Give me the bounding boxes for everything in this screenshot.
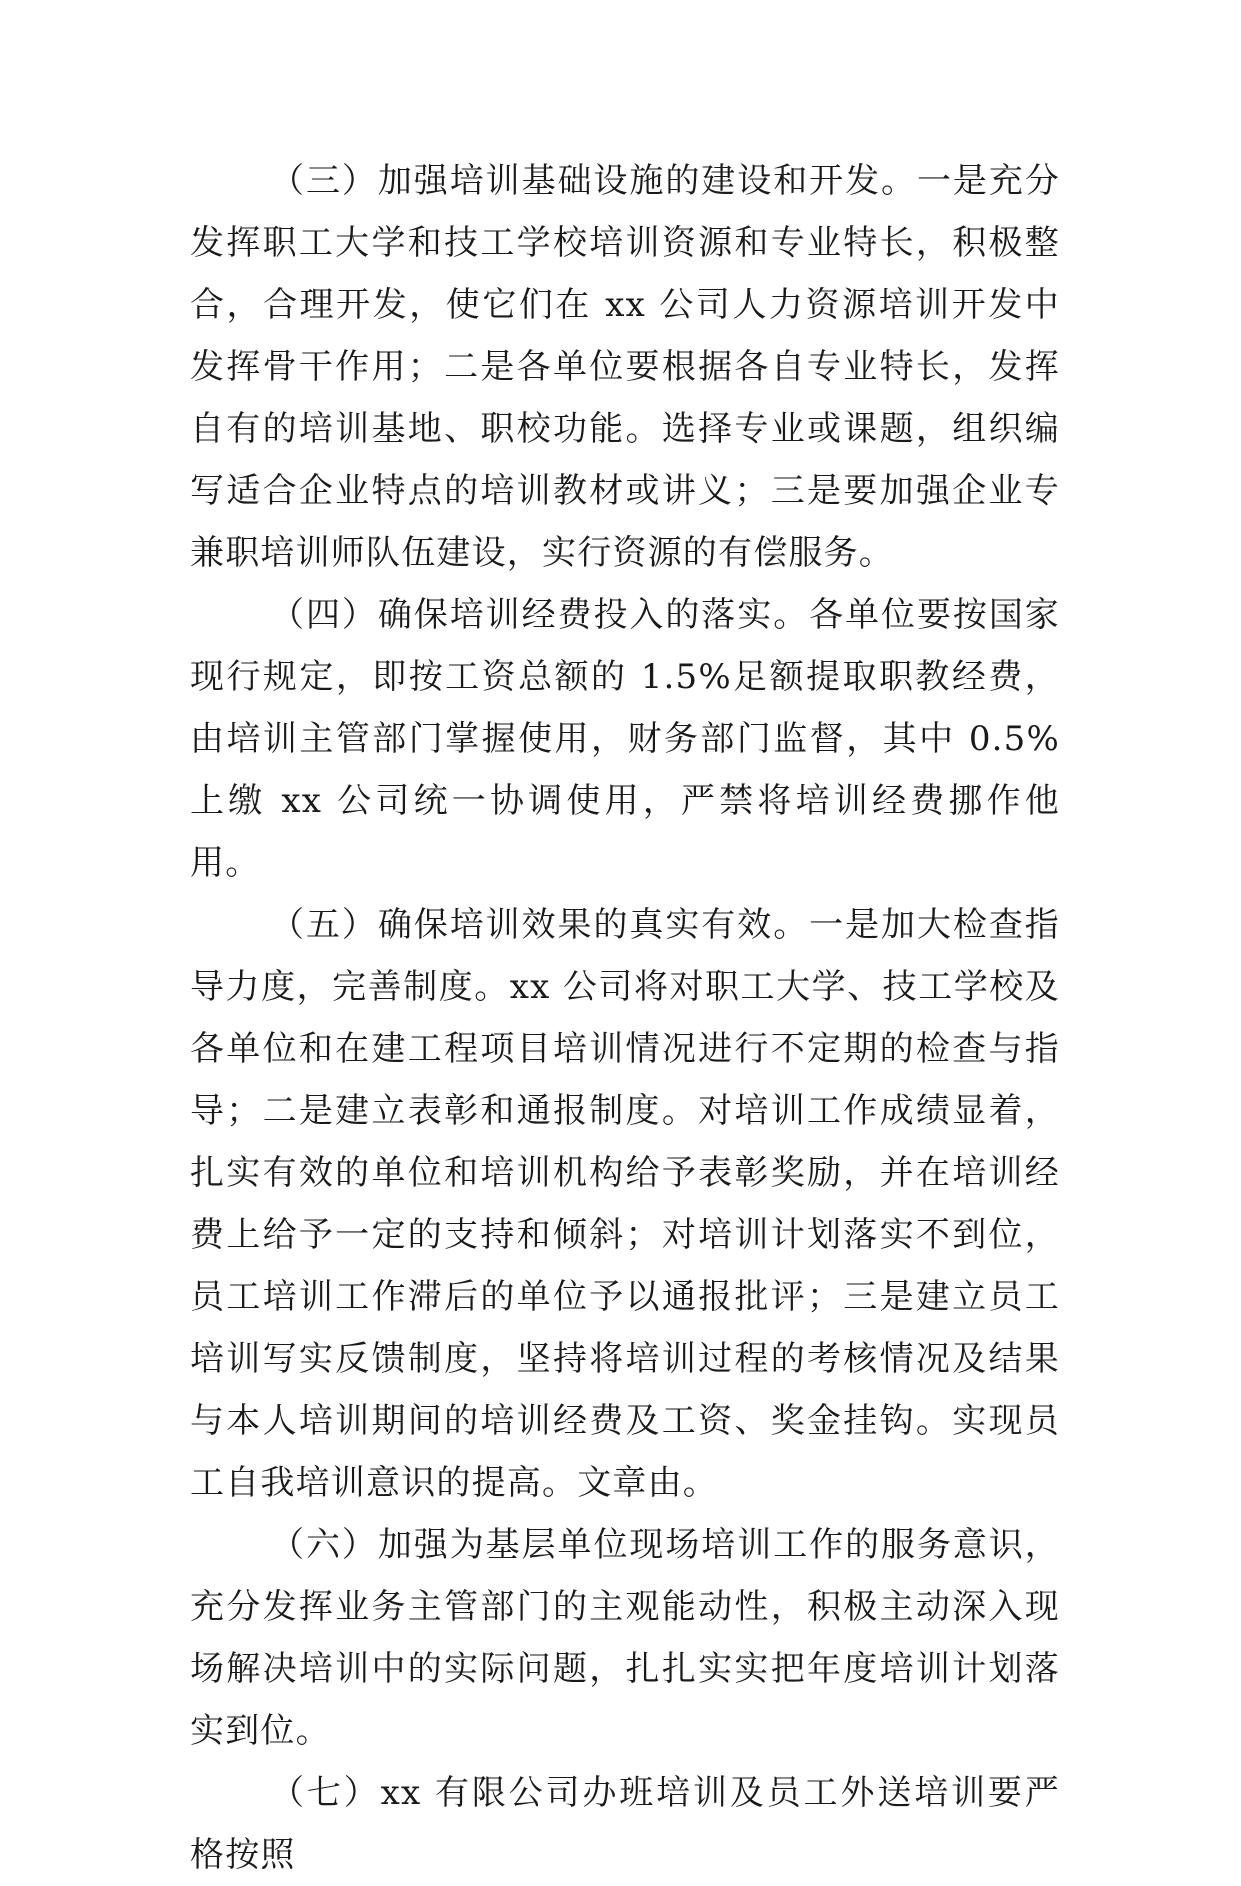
- document-body: [190, 150, 1060, 1886]
- paragraph-company-training: （七）xx 有限公司办班培训及员工外送培训要严格按照: [190, 1773, 1060, 1875]
- paragraph-effectiveness: （五）确保培训效果的真实有效。一是加大检查指导力度，完善制度。xx 公司将对职工大学、技工学校及各单位和在建工程项目培训情况进行不定期的检查与指导；二是建立表彰和通报制度。对培训工作成绩显着，扎实有效的单位和培训机构给予表彰奖励，并在培训经费上给予一定的支持和倾斜；对培训计划落实不到位，员工培训工作滞后的单位予以通报批评；三是建立员工培训写实反馈制度，坚持将培训过程的考核情况及结果与本人培训期间的培训经费及工资、奖金挂钩。实现员工自我培训意识的提高。文章由。: [190, 905, 1060, 1503]
- paragraph-funding: （四）确保培训经费投入的落实。各单位要按国家现行规定，即按工资总额的 1.5%足额提取职教经费，由培训主管部门掌握使用，财务部门监督，其中 0.5%上缴 xx 公司统一协调使用，严禁将培训经费挪作他用。: [190, 595, 1060, 883]
- paragraph-service-awareness: （六）加强为基层单位现场培训工作的服务意识，充分发挥业务主管部门的主观能动性，积极主动深入现场解决培训中的实际问题，扎扎实实把年度培训计划落实到位。: [190, 1525, 1060, 1751]
- paragraph-infrastructure: （三）加强培训基础设施的建设和开发。一是充分发挥职工大学和技工学校培训资源和专业特长，积极整合，合理开发，使它们在 xx 公司人力资源培训开发中发挥骨干作用；二是各单位要根据各自专业特长，发挥自有的培训基地、职校功能。选择专业或课题，组织编写适合企业特点的培训教材或讲义；三是要加强企业专兼职培训师队伍建设，实行资源的有偿服务。: [190, 161, 1060, 573]
